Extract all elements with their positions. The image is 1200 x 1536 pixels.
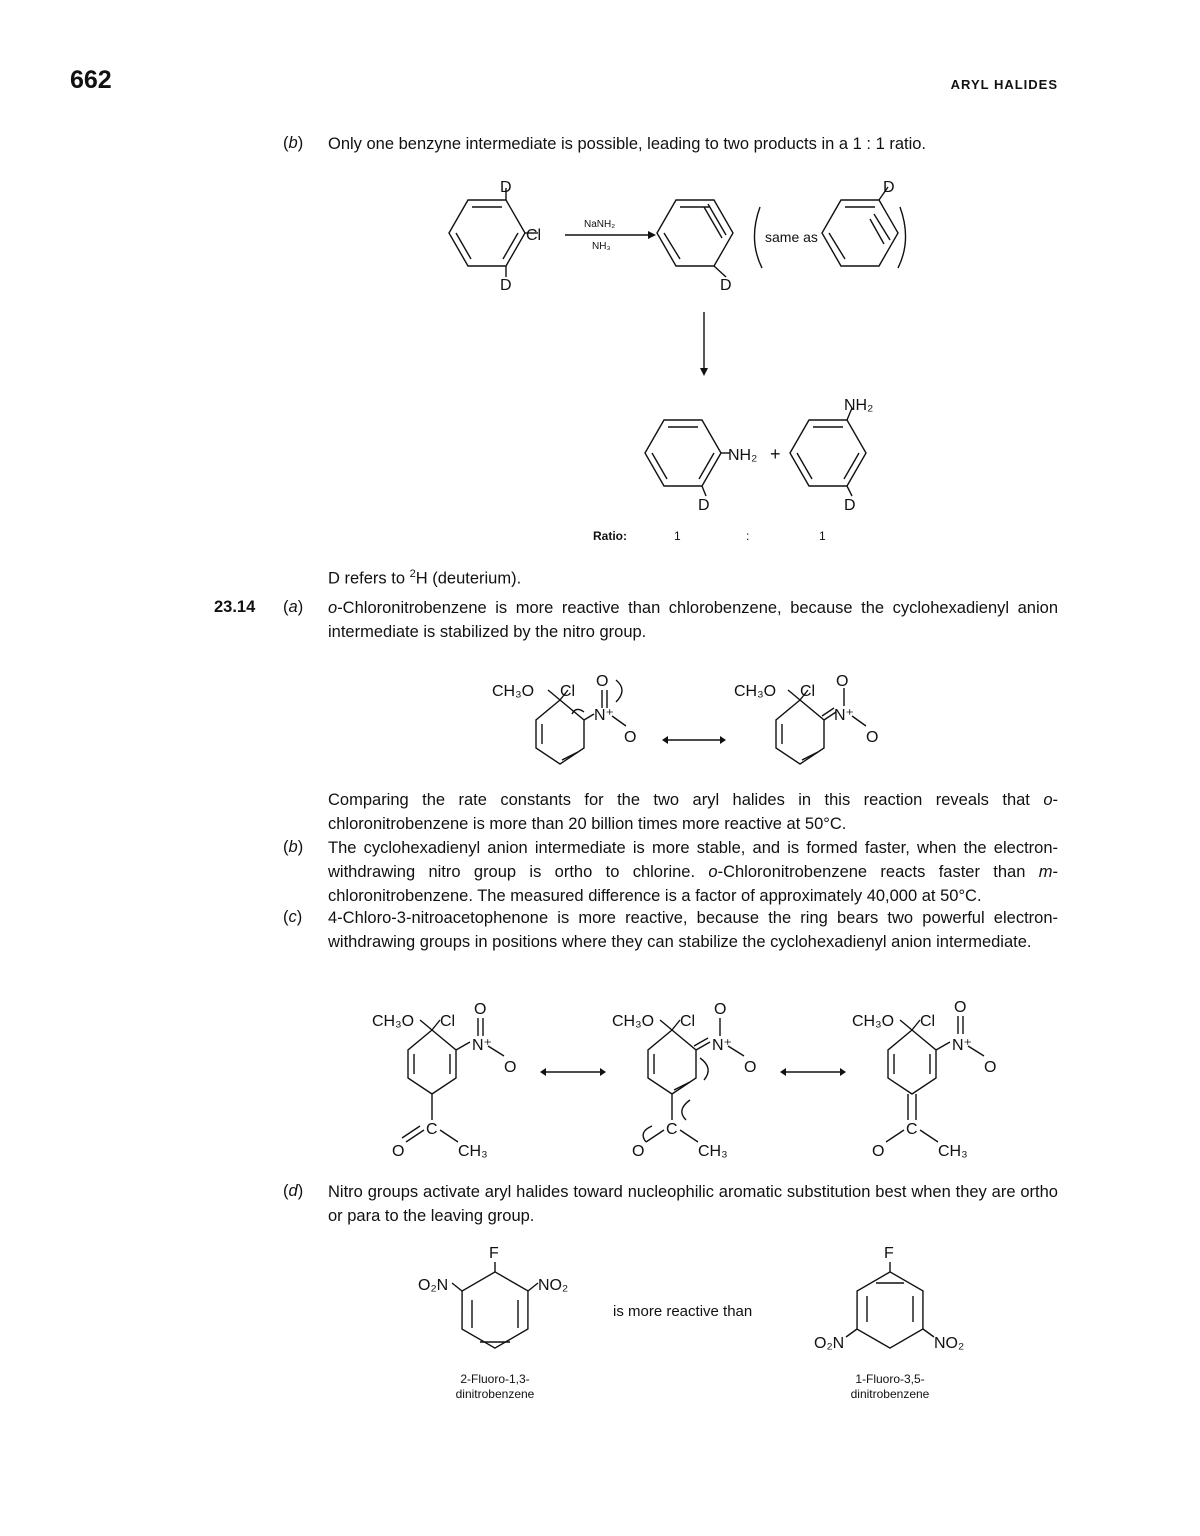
rc1-o-right: O — [504, 1059, 517, 1076]
ratio-colon: : — [746, 529, 750, 543]
rc2-ch3o: CH₃O — [612, 1013, 655, 1030]
same-as-text: same as — [765, 229, 818, 245]
ra2-o-right: O — [866, 729, 879, 746]
rc2-n: N⁺ — [712, 1037, 732, 1054]
rc2-ch3: CH₃ — [698, 1143, 728, 1160]
rc2-cl: Cl — [680, 1013, 696, 1030]
ratio-label: Ratio: — [593, 529, 627, 543]
product1-d: D — [698, 497, 710, 514]
right-compound-name: 1-Fluoro-3,5- dinitrobenzene — [850, 1372, 930, 1401]
sm-d-bottom: D — [500, 277, 512, 294]
reagent-top: NaNH₂ — [584, 219, 616, 230]
part-d-text: Nitro groups activate aryl halides toward nucleophilic aromatic substitution best when they are ortho or para to the leaving group. — [328, 1183, 1058, 1225]
rc2-o-right: O — [744, 1059, 757, 1076]
rc3-o-right: O — [984, 1059, 997, 1076]
deuterium-note: D refers to $^2$H (deuterium). — [328, 568, 522, 588]
ratio-right: 1 — [819, 529, 826, 543]
part-b-prev-text: Only one benzyne intermediate is possible, leading to two products in a 1 : 1 ratio. — [328, 135, 927, 153]
rc1-o-bottom: O — [392, 1143, 405, 1160]
rc1-n: N⁺ — [472, 1037, 492, 1054]
cd-left-f: F — [489, 1245, 499, 1262]
product2-nh2: NH₂ — [844, 397, 874, 414]
rc3-cl: Cl — [920, 1013, 936, 1030]
ra1-o-top: O — [596, 673, 609, 690]
benzyne2-d: D — [883, 179, 895, 196]
ra2-cl: Cl — [800, 683, 816, 700]
rc1-o-top: O — [474, 1001, 487, 1018]
ra2-o-top: O — [836, 673, 849, 690]
part-label-b: (b) — [283, 838, 304, 856]
sm-cl: Cl — [526, 227, 542, 244]
rc1-ch3o: CH₃O — [372, 1013, 415, 1030]
cd-right-f: F — [884, 1245, 894, 1262]
rc3-o-top: O — [954, 999, 967, 1016]
rc3-c: C — [906, 1121, 918, 1138]
part-c-text: 4-Chloro-3-nitroacetophenone is more reactive, because the ring bears two powerful electron-withdrawing groups in positions where they can stabilize the cyclohexadienyl anion intermediate. — [328, 909, 1058, 951]
rc1-cl: Cl — [440, 1013, 456, 1030]
part-b-text: The cyclohexadienyl anion intermediate is more stable, and is formed faster, when the electron-withdrawing nitro group is ortho to chlorine. o-Chloronitrobenzene reacts faster than m-chloronitrobenzene. The measured difference is a factor of approximately 40,000 at 50°C. — [328, 839, 1058, 905]
rc3-ch3o: CH₃O — [852, 1013, 895, 1030]
ra1-ch3o: CH₃O — [492, 683, 535, 700]
rc1-ch3: CH₃ — [458, 1143, 488, 1160]
running-head: ARYL HALIDES — [950, 77, 1058, 92]
left-compound-name: 2-Fluoro-1,3- dinitrobenzene — [455, 1372, 535, 1401]
cd-right-o2n: O₂N — [814, 1335, 845, 1352]
part-label-d: (d) — [283, 1182, 304, 1200]
ra2-n: N⁺ — [834, 707, 854, 724]
plus-sign: + — [770, 444, 781, 464]
product1-nh2: NH₂ — [728, 447, 758, 464]
reagent-bottom: NH₃ — [592, 241, 611, 252]
part-a-text: o-Chloronitrobenzene is more reactive than chlorobenzene, because the cyclohexadienyl anion intermediate is stabilized by the nitro group. — [328, 599, 1058, 641]
compare-text: Comparing the rate constants for the two aryl halides in this reaction reveals that o-chloronitrobenzene is more than 20 billion times more reactive at 50°C. — [328, 791, 1058, 833]
cd-left-no2: NO₂ — [538, 1277, 569, 1294]
sm-d-top: D — [500, 179, 512, 196]
part-label-a: (a) — [283, 598, 304, 616]
product2-d: D — [844, 497, 856, 514]
rc2-o-bottom: O — [632, 1143, 645, 1160]
rc2-c: C — [666, 1121, 678, 1138]
ra1-cl: Cl — [560, 683, 576, 700]
benzyne1-d: D — [720, 277, 732, 294]
ra2-ch3o: CH₃O — [734, 683, 777, 700]
ra1-o-right: O — [624, 729, 637, 746]
page-number: 662 — [70, 66, 112, 94]
rc3-ch3: CH₃ — [938, 1143, 968, 1160]
rc2-o-top: O — [714, 1001, 727, 1018]
cd-right-no2: NO₂ — [934, 1335, 965, 1352]
problem-number: 23.14 — [214, 598, 256, 616]
part-label-b-prev: (b) — [283, 134, 304, 152]
ra1-n: N⁺ — [594, 707, 614, 724]
rc3-n: N⁺ — [952, 1037, 972, 1054]
rc3-o-bottom: O — [872, 1143, 885, 1160]
cd-middle-text: is more reactive than — [613, 1303, 753, 1320]
part-label-c: (c) — [283, 908, 303, 926]
rc1-c: C — [426, 1121, 438, 1138]
ratio-left: 1 — [674, 529, 681, 543]
cd-left-o2n: O₂N — [418, 1277, 449, 1294]
